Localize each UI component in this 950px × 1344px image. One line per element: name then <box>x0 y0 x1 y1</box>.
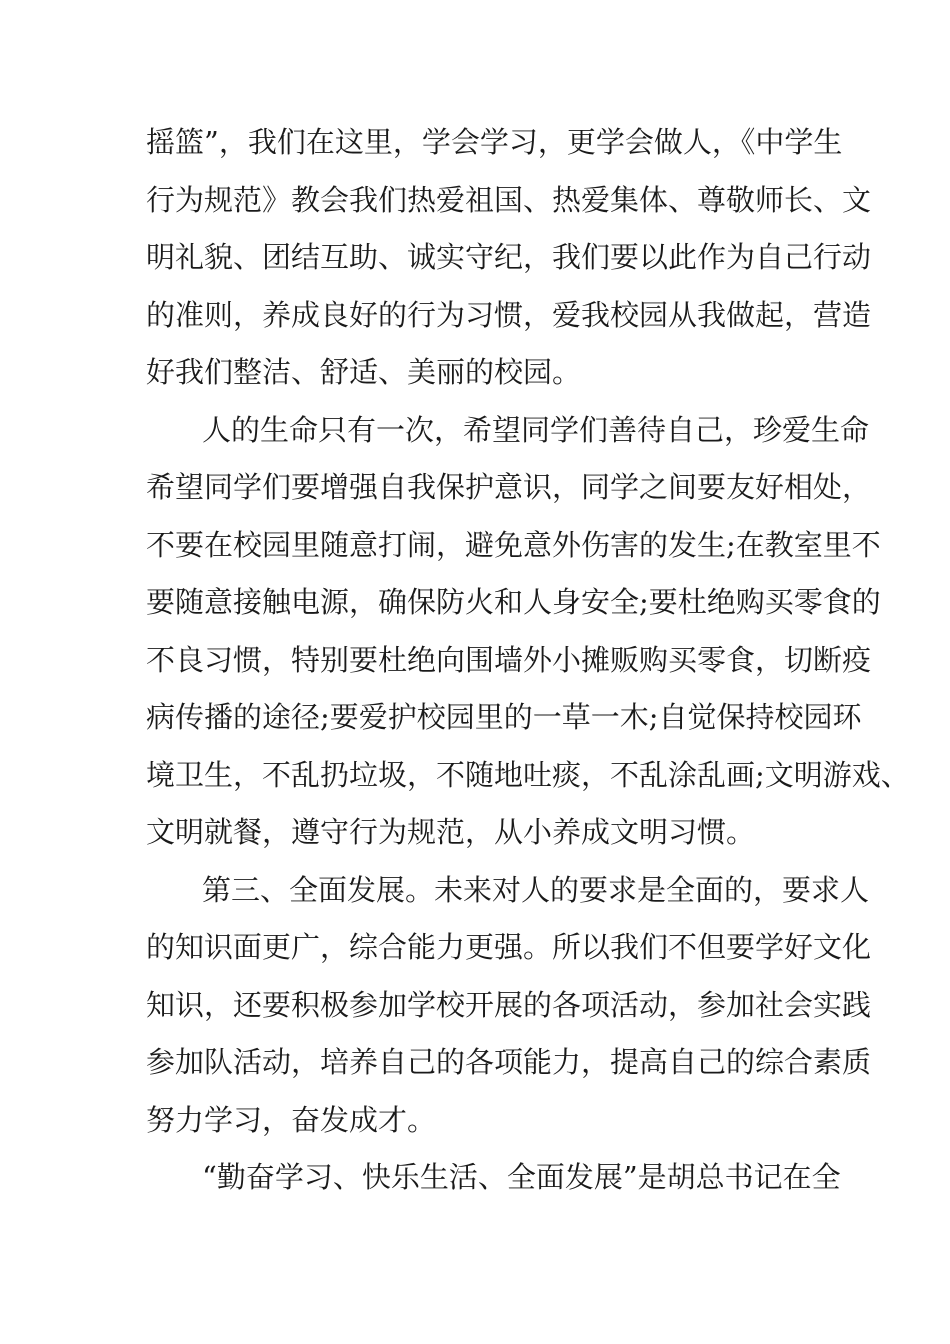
text-line: 的知识面更广，综合能力更强。所以我们不但要学好文化 <box>146 930 872 964</box>
text-line: 好我们整洁、舒适、美丽的校园。 <box>146 355 582 389</box>
paragraph-start-line: 人的生命只有一次，希望同学们善待自己，珍爱生命 <box>202 412 870 447</box>
text-line: 知识，还要积极参加学校开展的各项活动，参加社会实践 <box>146 987 872 1022</box>
text-line: 摇篮”，我们在这里，学会学习，更学会做人，《中学生 <box>146 125 843 159</box>
text-line: 不良习惯，特别要杜绝向围墙外小摊贩购买零食，切断疫 <box>146 642 872 677</box>
text-line: 努力学习，奋发成才。 <box>146 1102 437 1137</box>
paragraph-start-line: 第三、全面发展。未来对人的要求是全面的，要求人 <box>202 872 870 907</box>
text-line: 不要在校园里随意打闹，避免意外伤害的发生;在教室里不 <box>146 527 881 562</box>
document-body <box>146 114 910 1207</box>
text-line: 行为规范》教会我们热爱祖国、热爱集体、尊敬师长、文 <box>146 182 872 217</box>
text-line: 的准则，养成良好的行为习惯，爱我校园从我做起，营造 <box>146 297 872 332</box>
paragraph-start-line: “勤奋学习、快乐生活、全面发展”是胡总书记在全 <box>202 1160 841 1194</box>
text-line: 病传播的途径;要爱护校园里的一草一木;自觉保持校园环 <box>146 700 862 734</box>
text-line: 文明就餐，遵守行为规范，从小养成文明习惯。 <box>146 815 756 849</box>
text-line: 明礼貌、团结互助、诚实守纪，我们要以此作为自己行动 <box>146 240 872 274</box>
text-line: 要随意接触电源，确保防火和人身安全;要杜绝购买零食的 <box>146 585 881 619</box>
text-line: 希望同学们要增强自我保护意识，同学之间要友好相处， <box>146 470 872 504</box>
text-line: 境卫生，不乱扔垃圾，不随地吐痰，不乱涂乱画;文明游戏、 <box>146 757 910 792</box>
text-line: 参加队活动，培养自己的各项能力，提高自己的综合素质 <box>146 1045 872 1079</box>
